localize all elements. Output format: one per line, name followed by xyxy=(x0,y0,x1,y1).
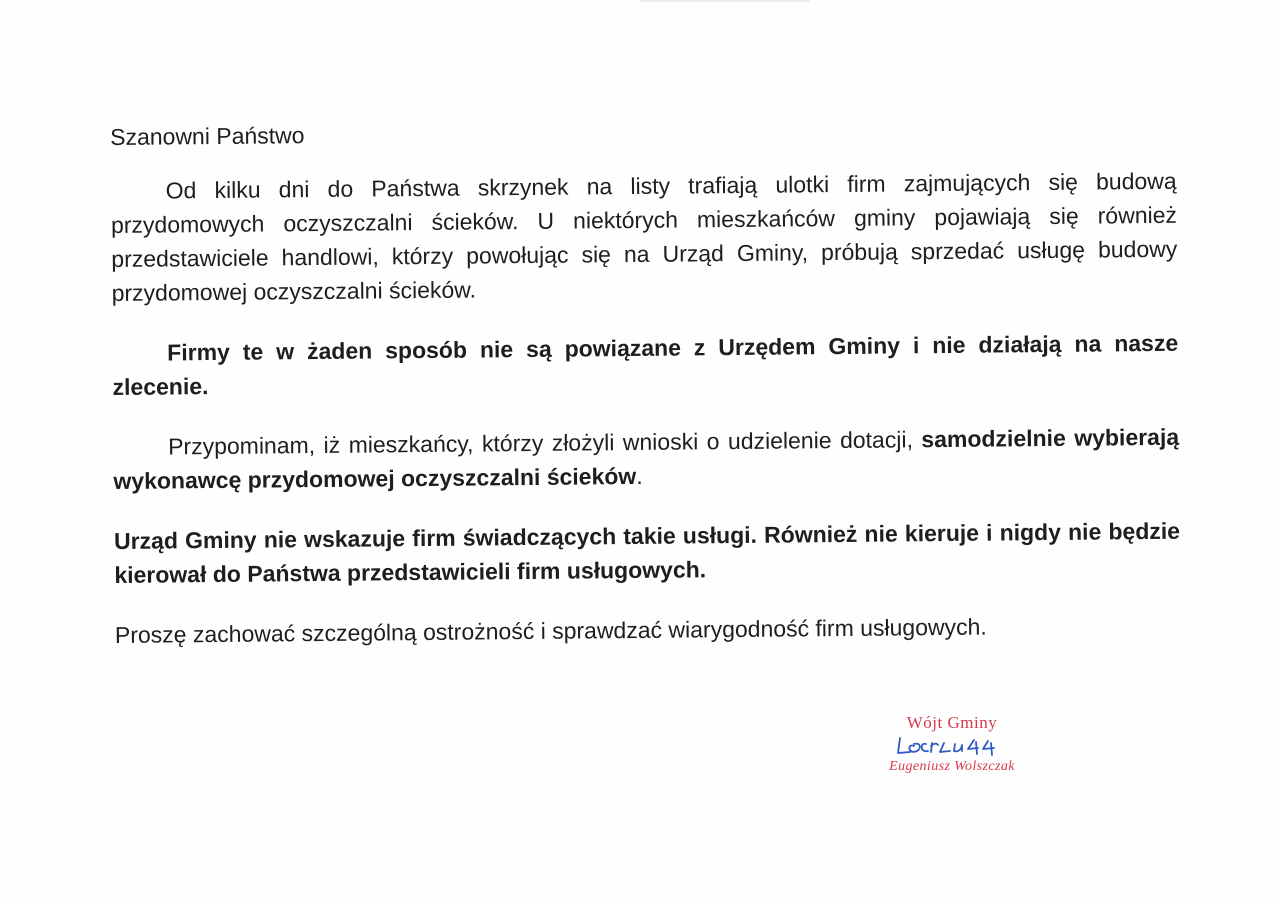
signature-name: Eugeniusz Wolszczak xyxy=(889,759,1015,774)
paragraph-leaflets: Od kilku dni do Państwa skrzynek na listy trafiają ulotki firm zajmujących się budową przydomowych oczyszczalni ścieków. U niektórych mieszkańców gminy pojawiają się również przedstawiciele handlowi, którzy powołując się na Urząd Gminy, próbują sprzedać usługę budowy przydomowej oczyszczalni ścieków. xyxy=(110,167,1178,306)
signature-title: Wójt Gminy xyxy=(906,713,998,732)
scan-edge xyxy=(640,0,810,2)
paragraph-caution: Proszę zachować szczególną ostrożność i sprawdzać wiarygodność firm usługowych. xyxy=(114,613,987,648)
handwritten-signature xyxy=(892,734,1012,758)
paragraph-no-recommendations: Urząd Gminy nie wskazuje firm świadczących takie usługi. Również nie kieruje i nigdy nie będzie kierował do Państwa przedstawicieli firm usługowych. xyxy=(113,517,1181,588)
letter-greeting: Szanowni Państwo xyxy=(110,122,305,150)
letter-body xyxy=(110,110,1181,678)
paragraph-not-affiliated: Firmy te w żaden sposób nie są powiązane z Urzędem Gminy i nie działają na nasze zlecenie. xyxy=(112,329,1179,400)
signature-stamp xyxy=(862,712,1042,776)
reminder-emphasis: samodzielnie wybierają wykonawcę przydomowej oczyszczalni ścieków xyxy=(113,423,1180,494)
paragraph-reminder xyxy=(113,420,1180,498)
reminder-end: . xyxy=(636,462,643,489)
reminder-text: Przypominam, iż mieszkańcy, którzy złożyli wnioski o udzielenie dotacji, xyxy=(168,426,922,460)
